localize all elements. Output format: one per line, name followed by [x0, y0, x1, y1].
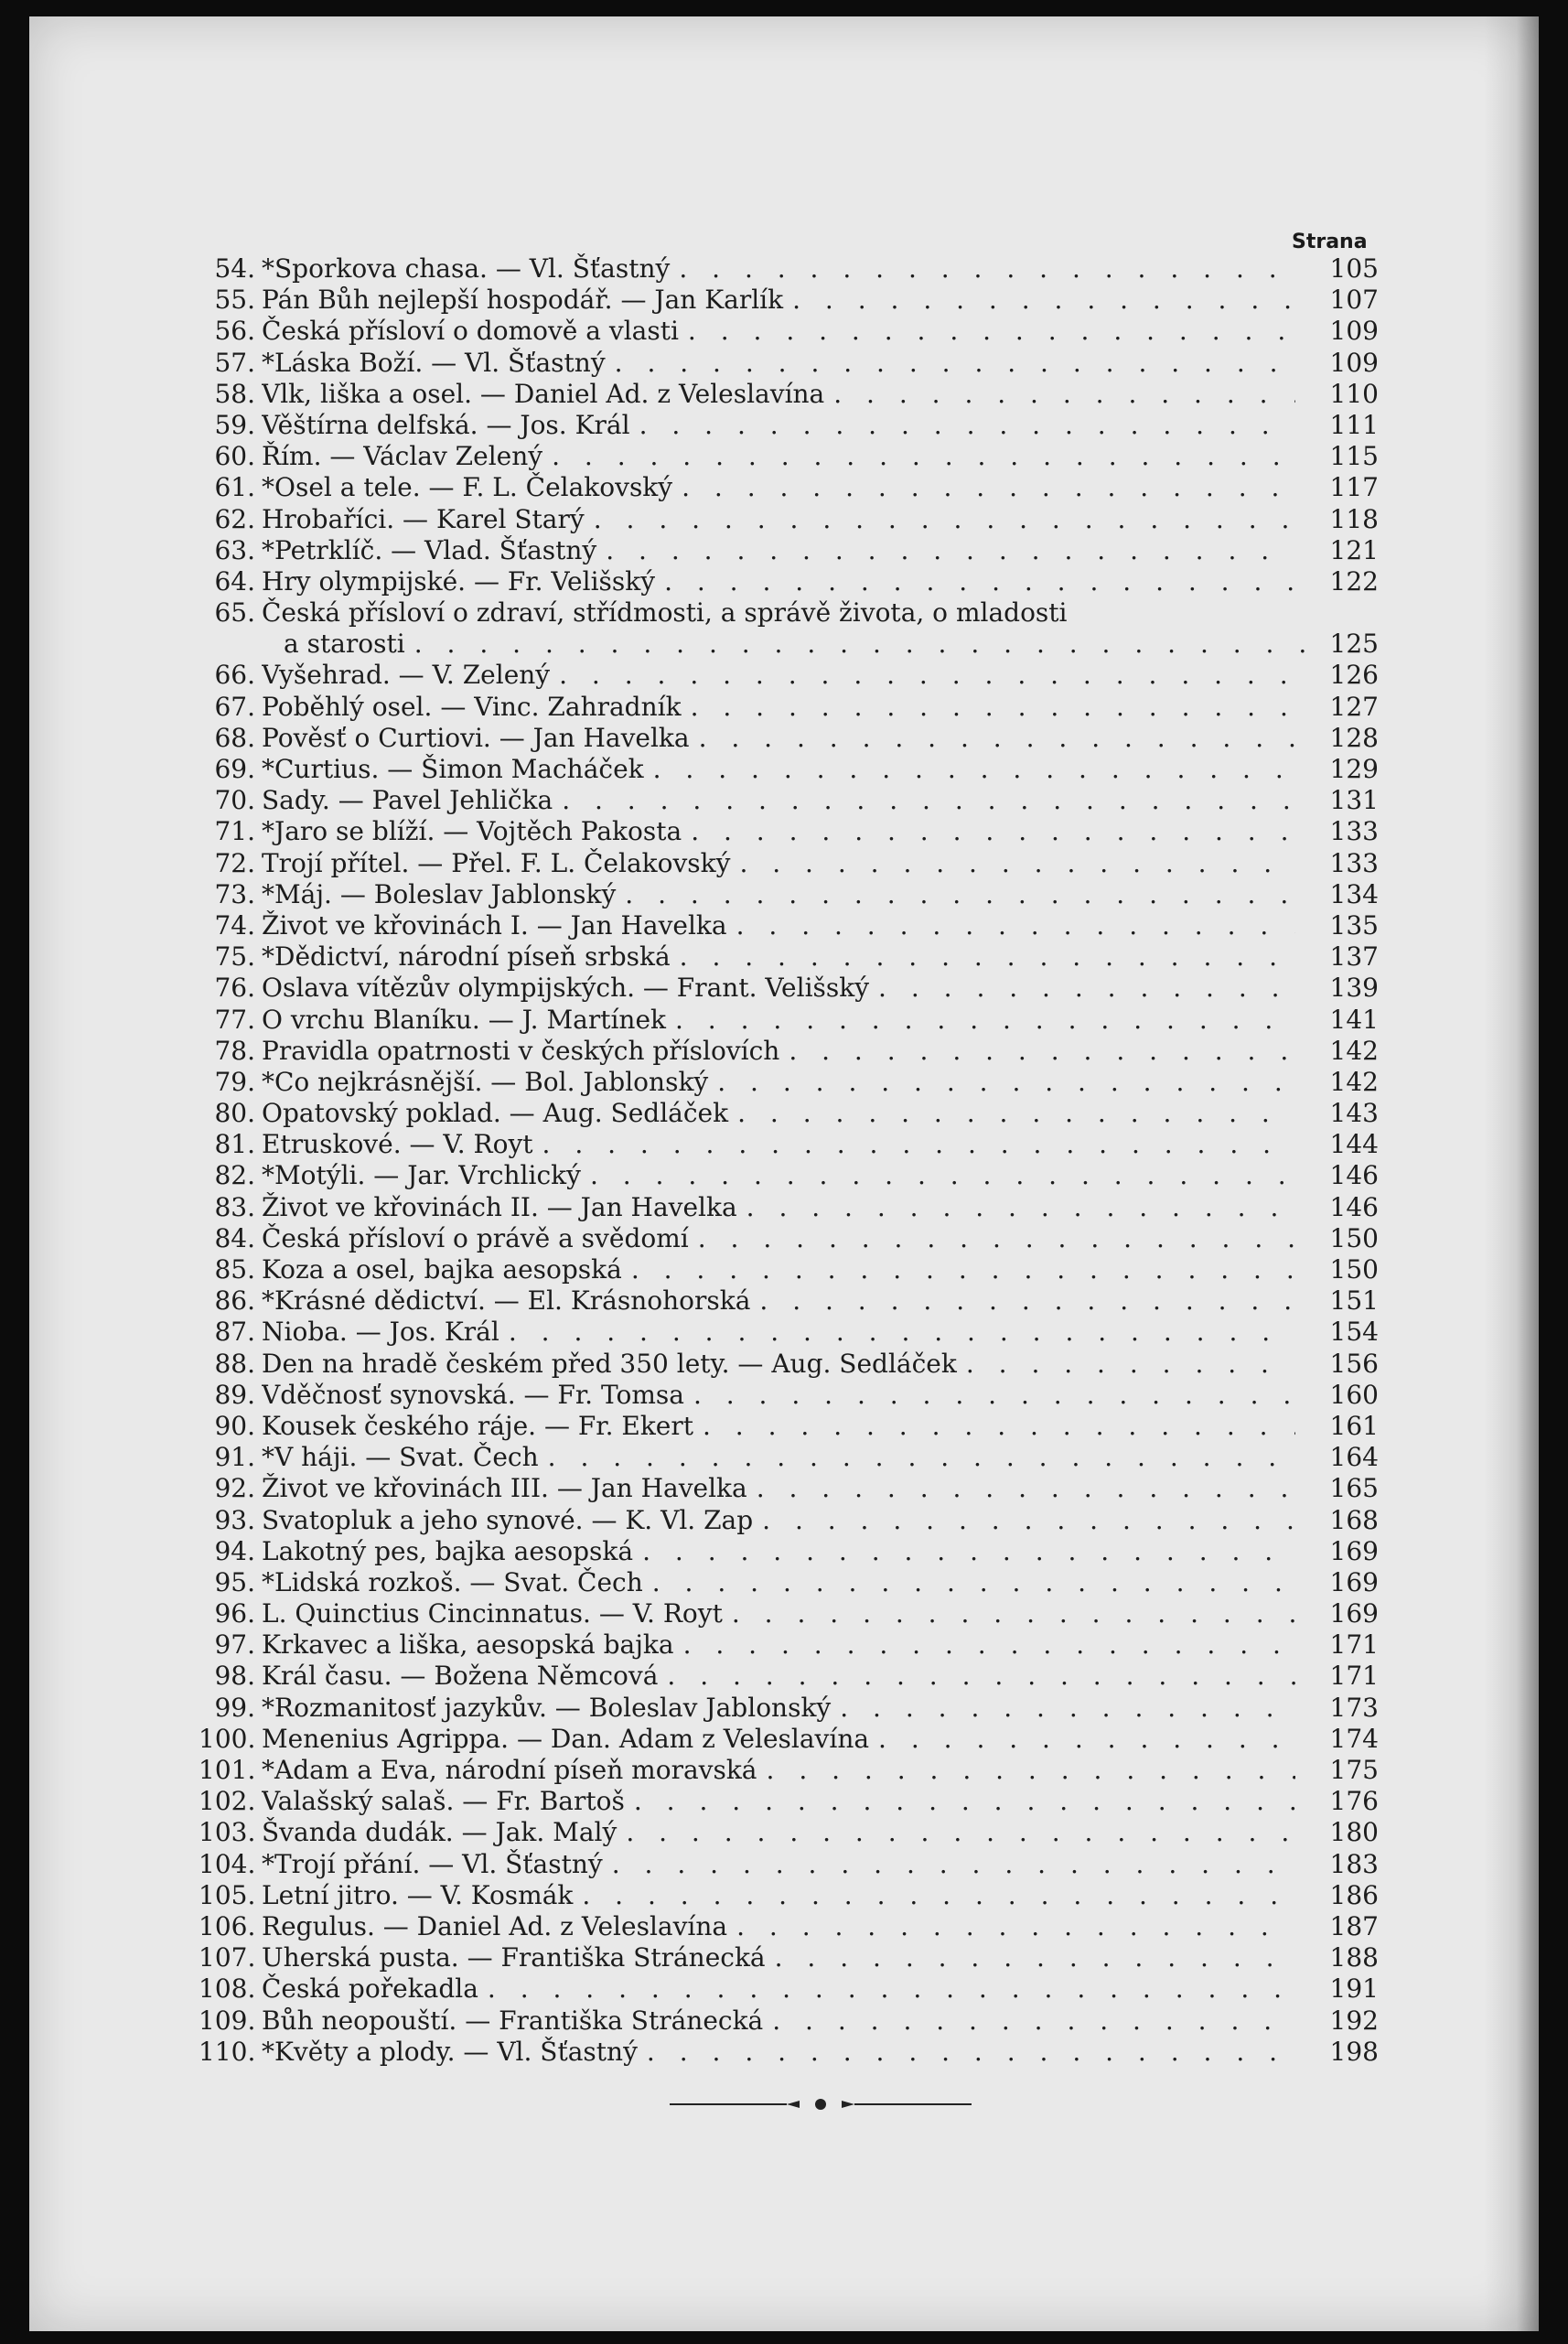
toc-entry-title-wrap — [262, 1911, 1295, 1942]
toc-entry-number: 110. — [199, 2036, 256, 2067]
toc-entry-title-wrap — [262, 785, 1295, 816]
toc-entry-title-wrap — [262, 1005, 1295, 1036]
toc-entry-number: 72. — [214, 847, 255, 878]
toc-entry-page: 174 — [1329, 1723, 1379, 1754]
toc-entry-title-wrap — [262, 1973, 1295, 2005]
toc-entry — [29, 1442, 1539, 1473]
toc-entry-title-wrap — [262, 472, 1295, 503]
toc-entry-title: *Motýli. — Jar. Vrchlický — [262, 1160, 590, 1190]
toc-entry-title-wrap — [262, 597, 1323, 629]
toc-entry-title-wrap — [262, 535, 1295, 566]
toc-entry-title: *Květy a plody. — Vl. Šťastný — [262, 2037, 647, 2067]
toc-entry-page: 109 — [1329, 347, 1379, 378]
toc-entry-title-wrap — [262, 1724, 1295, 1755]
toc-entry-title-wrap — [262, 1192, 1295, 1223]
toc-entry — [29, 1973, 1539, 2005]
toc-entry-number: 106. — [199, 1910, 256, 1941]
toc-entry-title: Opatovský poklad. — Aug. Sedláček — [262, 1098, 737, 1128]
toc-entry-number: 83. — [214, 1191, 255, 1222]
toc-entry — [29, 316, 1539, 347]
toc-entry-number: 71. — [214, 816, 255, 847]
toc-entry-number: 93. — [214, 1504, 255, 1535]
toc-entry-title-wrap — [262, 1629, 1295, 1661]
toc-entry-title-wrap — [262, 973, 1295, 1004]
toc-entry-number: 62. — [214, 503, 255, 534]
toc-entry-title: Sady. — Pavel Jehlička — [262, 785, 562, 815]
toc-entry — [29, 1536, 1539, 1567]
toc-entry-title: Uherská pusta. — Františka Stránecká — [262, 1942, 775, 1973]
book-page — [29, 16, 1539, 2331]
table-of-contents — [29, 253, 1539, 2068]
toc-entry-page: 154 — [1329, 1317, 1379, 1348]
toc-entry-number: 80. — [214, 1098, 255, 1129]
toc-entry — [29, 1223, 1539, 1254]
toc-entry-title-wrap — [262, 1036, 1295, 1067]
toc-entry-number: 69. — [214, 754, 255, 784]
toc-entry-page: 107 — [1329, 285, 1379, 316]
toc-entry-title: Život ve křovinách II. — Jan Havelka — [262, 1192, 746, 1222]
toc-entry-number: 70. — [214, 785, 255, 816]
toc-entry — [29, 253, 1539, 285]
toc-entry-number: 96. — [214, 1598, 255, 1629]
toc-entry-number: 74. — [214, 909, 255, 941]
toc-entry-title: *Adam a Eva, národní píseň moravská — [262, 1755, 767, 1785]
toc-entry-title: *Co nejkrásnější. — Bol. Jablonský — [262, 1067, 717, 1097]
toc-entry-page: 192 — [1329, 2005, 1379, 2036]
toc-entry-number: 76. — [214, 973, 255, 1004]
toc-entry-page: 186 — [1329, 1879, 1379, 1910]
toc-entry-number: 98. — [214, 1661, 255, 1692]
toc-entry-title: Etruskové. — V. Royt — [262, 1129, 542, 1159]
toc-entry — [29, 1473, 1539, 1504]
toc-entry-title: Česká přísloví o právě a svědomí — [262, 1223, 698, 1253]
toc-entry-number: 73. — [214, 878, 255, 909]
toc-entry-title-wrap — [262, 1567, 1295, 1598]
toc-entry-page: 183 — [1329, 1848, 1379, 1879]
toc-entry — [29, 1693, 1539, 1724]
toc-entry-number: 82. — [214, 1160, 255, 1191]
toc-entry-title: *Jaro se blíží. — Vojtěch Pakosta — [262, 816, 691, 846]
toc-entry-page: 118 — [1329, 503, 1379, 534]
toc-entry-page: 188 — [1329, 1942, 1379, 1973]
toc-entry-title-wrap — [262, 723, 1295, 754]
toc-entry-number: 57. — [214, 347, 255, 378]
toc-entry-number: 81. — [214, 1129, 255, 1160]
toc-entry — [29, 2005, 1539, 2037]
toc-entry-page: 144 — [1329, 1129, 1379, 1160]
toc-entry-title: Nioba. — Jos. Král — [262, 1317, 509, 1347]
toc-entry — [29, 973, 1539, 1004]
toc-entry — [29, 910, 1539, 941]
toc-entry-title-wrap — [262, 504, 1295, 535]
toc-entry-title: Život ve křovinách III. — Jan Havelka — [262, 1473, 757, 1503]
toc-entry-page: 142 — [1329, 1066, 1379, 1097]
toc-entry — [29, 1880, 1539, 1911]
toc-entry-page: 180 — [1329, 1817, 1379, 1848]
toc-entry-page: 133 — [1329, 847, 1379, 878]
toc-entry-title: *Rozmanitosť jazykův. — Boleslav Jablonský — [262, 1693, 840, 1723]
toc-entry-title: Věštírna delfská. — Jos. Král — [262, 410, 639, 440]
toc-entry-title-wrap — [262, 1098, 1295, 1129]
toc-entry-number: 95. — [214, 1566, 255, 1597]
toc-entry-number: 79. — [214, 1066, 255, 1097]
toc-entry — [29, 1349, 1539, 1380]
toc-entry-title: *V háji. — Svat. Čech — [262, 1442, 548, 1472]
toc-entry — [29, 1192, 1539, 1223]
toc-entry — [29, 597, 1539, 629]
toc-entry — [29, 1661, 1539, 1692]
toc-entry-number: 55. — [214, 285, 255, 316]
toc-entry-title: Poběhlý osel. — Vinc. Zahradník — [262, 692, 691, 722]
toc-entry-title: Svatopluk a jeho synové. — K. Vl. Zap — [262, 1505, 762, 1535]
toc-entry — [29, 1129, 1539, 1160]
toc-entry-number: 105. — [199, 1879, 256, 1910]
toc-entry — [29, 1411, 1539, 1442]
toc-entry-title-wrap — [262, 1849, 1295, 1880]
toc-entry — [29, 754, 1539, 785]
toc-entry-number: 63. — [214, 534, 255, 565]
toc-entry-page: 117 — [1329, 472, 1379, 503]
toc-entry-number: 103. — [199, 1817, 256, 1848]
toc-entry — [29, 379, 1539, 410]
toc-entry-title-wrap — [262, 879, 1295, 910]
toc-entry-title-wrap — [262, 410, 1295, 441]
toc-entry — [29, 1629, 1539, 1661]
toc-entry-page: 150 — [1329, 1222, 1379, 1253]
toc-entry-title-wrap — [262, 1254, 1295, 1285]
toc-entry-title-wrap — [262, 1598, 1295, 1629]
toc-entry-page: 131 — [1329, 785, 1379, 816]
toc-entry — [29, 1285, 1539, 1317]
toc-entry-title: Vyšehrad. — V. Zelený — [262, 660, 559, 690]
toc-entry-number: 94. — [214, 1535, 255, 1566]
toc-entry-title-wrap — [262, 1755, 1295, 1786]
toc-entry-page: 171 — [1329, 1629, 1379, 1661]
toc-entry — [29, 879, 1539, 910]
toc-entry-title: Švanda dudák. — Jak. Malý — [262, 1817, 626, 1847]
toc-entry-title-wrap — [262, 1317, 1295, 1348]
toc-entry-page: 115 — [1329, 441, 1379, 472]
toc-entry — [29, 629, 1539, 660]
toc-entry-title: *Trojí přání. — Vl. Šťastný — [262, 1849, 612, 1879]
toc-entry-title: Lakotný pes, bajka aesopská — [262, 1536, 642, 1566]
toc-entry-number: 65. — [214, 597, 255, 629]
toc-entry-page: 142 — [1329, 1035, 1379, 1066]
toc-entry-title-wrap — [262, 1693, 1295, 1724]
toc-entry-page: 133 — [1329, 816, 1379, 847]
toc-entry-page: 150 — [1329, 1254, 1379, 1285]
toc-entry-title-wrap — [262, 1786, 1295, 1817]
toc-entry-title: Koza a osel, bajka aesopská — [262, 1254, 631, 1285]
toc-entry — [29, 285, 1539, 316]
toc-entry-number: 78. — [214, 1035, 255, 1066]
toc-entry-page: 105 — [1329, 253, 1379, 284]
toc-entry-page: 187 — [1329, 1910, 1379, 1941]
toc-entry-page: 125 — [1329, 629, 1379, 660]
toc-entry-title: Oslava vítězův olympijských. — Frant. Velišský — [262, 973, 878, 1003]
toc-entry — [29, 410, 1539, 441]
toc-entry-title-wrap — [262, 692, 1295, 723]
toc-entry-title-wrap — [262, 441, 1295, 472]
toc-entry-title: *Sporkova chasa. — Vl. Šťastný — [262, 253, 679, 284]
toc-entry-page: 111 — [1329, 409, 1379, 440]
toc-entry-number: 67. — [214, 691, 255, 722]
toc-entry-number: 91. — [214, 1442, 255, 1473]
toc-entry-number: 60. — [214, 441, 255, 472]
toc-entry-number: 97. — [214, 1629, 255, 1661]
toc-entry-number: 59. — [214, 409, 255, 440]
toc-entry-number: 77. — [214, 1004, 255, 1035]
toc-entry-title: Regulus. — Daniel Ad. z Veleslavína — [262, 1911, 736, 1941]
toc-entry — [29, 1755, 1539, 1786]
toc-entry-title-wrap — [262, 660, 1295, 691]
toc-entry-page: 137 — [1329, 941, 1379, 973]
toc-entry — [29, 1598, 1539, 1629]
toc-entry-title: Život ve křovinách I. — Jan Havelka — [262, 910, 736, 941]
toc-entry — [29, 1849, 1539, 1880]
toc-entry-title-wrap — [262, 848, 1295, 879]
toc-entry — [29, 1786, 1539, 1817]
toc-entry — [29, 1380, 1539, 1411]
toc-entry-number: 85. — [214, 1254, 255, 1285]
toc-entry-page: 139 — [1329, 973, 1379, 1004]
toc-entry — [29, 1505, 1539, 1536]
toc-entry-page: 164 — [1329, 1442, 1379, 1473]
toc-entry-title-wrap — [284, 629, 1317, 660]
toc-entry-title: *Lidská rozkoš. — Svat. Čech — [262, 1567, 652, 1597]
ornament-divider-icon — [670, 2097, 972, 2112]
toc-entry-title: Vděčnosť synovská. — Fr. Tomsa — [262, 1380, 693, 1410]
toc-entry-page: 143 — [1329, 1098, 1379, 1129]
toc-entry-number: 99. — [214, 1692, 255, 1723]
toc-entry-page: 160 — [1329, 1379, 1379, 1410]
toc-entry-number: 68. — [214, 722, 255, 753]
toc-entry-title: *Petrklíč. — Vlad. Šťastný — [262, 535, 606, 565]
toc-entry-title-wrap — [262, 566, 1295, 597]
toc-entry — [29, 1254, 1539, 1285]
toc-entry-number: 92. — [214, 1473, 255, 1504]
toc-entry-number: 108. — [199, 1973, 256, 2005]
toc-entry-title: *Láska Boží. — Vl. Šťastný — [262, 348, 615, 378]
toc-entry-title: Menenius Agrippa. — Dan. Adam z Veleslavína — [262, 1724, 878, 1754]
toc-entry-title-wrap — [262, 1160, 1295, 1191]
toc-entry-number: 109. — [199, 2005, 256, 2036]
toc-entry-title: Vlk, liška a osel. — Daniel Ad. z Veleslavína — [262, 379, 833, 409]
toc-entry-page: 169 — [1329, 1535, 1379, 1566]
toc-entry-page: 146 — [1329, 1160, 1379, 1191]
toc-entry-number: 86. — [214, 1285, 255, 1317]
toc-entry-page: 161 — [1329, 1410, 1379, 1441]
toc-entry-title-wrap — [262, 2005, 1295, 2037]
toc-entry-page: 175 — [1329, 1755, 1379, 1785]
toc-entry-title-wrap — [262, 754, 1295, 785]
toc-entry — [29, 941, 1539, 973]
toc-entry-title: Letní jitro. — V. Kosmák — [262, 1880, 582, 1910]
toc-entry-title-wrap — [262, 1285, 1295, 1317]
toc-entry-title-wrap — [262, 2037, 1295, 2068]
toc-entry-title-wrap — [262, 285, 1295, 316]
toc-entry-page: 171 — [1329, 1661, 1379, 1692]
toc-entry-number: 102. — [199, 1786, 256, 1817]
toc-entry-page: 198 — [1329, 2036, 1379, 2067]
toc-entry — [29, 504, 1539, 535]
toc-entry-title: Valašský salaš. — Fr. Bartoš — [262, 1786, 634, 1816]
page-column-label: Strana — [1292, 231, 1368, 253]
toc-entry-number: 61. — [214, 472, 255, 503]
toc-entry-title: Pán Bůh nejlepší hospodář. — Jan Karlík — [262, 285, 792, 315]
toc-entry-page: 165 — [1329, 1473, 1379, 1504]
toc-entry-title-wrap — [262, 1067, 1295, 1098]
toc-entry — [29, 1567, 1539, 1598]
toc-entry-page: 122 — [1329, 565, 1379, 597]
toc-entry-page: 173 — [1329, 1692, 1379, 1723]
toc-entry-title-wrap — [262, 1442, 1295, 1473]
toc-entry-title-wrap — [262, 910, 1295, 941]
toc-entry-page: 156 — [1329, 1348, 1379, 1379]
toc-entry-page: 168 — [1329, 1504, 1379, 1535]
toc-entry-number: 101. — [199, 1755, 256, 1785]
toc-entry — [29, 1317, 1539, 1348]
toc-entry-page: 121 — [1329, 534, 1379, 565]
toc-entry-title-wrap — [262, 1505, 1295, 1536]
toc-entry-title: Pravidla opatrnosti v českých příslovích — [262, 1036, 789, 1066]
toc-entry — [29, 1005, 1539, 1036]
toc-entry-title-wrap — [262, 1473, 1295, 1504]
toc-entry — [29, 1911, 1539, 1942]
toc-entry-page: 151 — [1329, 1285, 1379, 1317]
toc-entry — [29, 1160, 1539, 1191]
toc-entry-title-wrap — [262, 816, 1295, 847]
toc-entry — [29, 1098, 1539, 1129]
toc-entry-page: 191 — [1329, 1973, 1379, 2005]
toc-entry-page: 146 — [1329, 1191, 1379, 1222]
toc-entry-title: Pověsť o Curtiovi. — Jan Havelka — [262, 723, 699, 753]
toc-entry — [29, 785, 1539, 816]
toc-entry-page: 109 — [1329, 316, 1379, 347]
toc-entry-number: 75. — [214, 941, 255, 973]
toc-entry-number: 54. — [214, 253, 255, 284]
toc-entry — [29, 441, 1539, 472]
toc-entry-title-wrap — [262, 1223, 1295, 1254]
toc-entry-number: 89. — [214, 1379, 255, 1410]
toc-entry-title-wrap — [262, 1129, 1295, 1160]
toc-entry-title: Bůh neopouští. — Františka Stránecká — [262, 2005, 772, 2036]
toc-entry-number: 64. — [214, 565, 255, 597]
toc-entry-title-wrap — [262, 1817, 1295, 1848]
toc-entry-title-wrap — [262, 1661, 1295, 1692]
toc-entry-title: Česká přísloví o zdraví, střídmosti, a správě života, o mladosti — [262, 597, 1077, 628]
toc-entry-title: Česká přísloví o domově a vlasti — [262, 316, 688, 346]
toc-entry-page: 134 — [1329, 878, 1379, 909]
toc-entry — [29, 535, 1539, 566]
toc-entry-title: Hrobaříci. — Karel Starý — [262, 504, 594, 534]
toc-entry — [29, 1942, 1539, 1973]
toc-entry-title: L. Quinctius Cincinnatus. — V. Royt — [262, 1598, 732, 1629]
toc-entry-title-wrap — [262, 1880, 1295, 1911]
toc-entry-title: Kousek českého ráje. — Fr. Ekert — [262, 1411, 703, 1441]
toc-entry — [29, 348, 1539, 379]
toc-entry-title: Den na hradě českém před 350 lety. — Aug. Sedláček — [262, 1349, 966, 1379]
toc-entry-title-wrap — [262, 1411, 1295, 1442]
toc-entry-title-wrap — [262, 253, 1295, 285]
toc-entry-number: 84. — [214, 1222, 255, 1253]
toc-entry-page: 141 — [1329, 1004, 1379, 1035]
toc-entry-title: *Máj. — Boleslav Jablonský — [262, 879, 625, 909]
toc-entry — [29, 660, 1539, 691]
toc-entry-page: 126 — [1329, 660, 1379, 691]
toc-entry-page: 128 — [1329, 722, 1379, 753]
toc-entry-title: Trojí přítel. — Přel. F. L. Čelakovský — [262, 848, 739, 878]
toc-entry-page: 129 — [1329, 754, 1379, 784]
toc-entry-page: 110 — [1329, 378, 1379, 409]
toc-entry-page: 135 — [1329, 909, 1379, 941]
toc-entry-title: Hry olympijské. — Fr. Velišský — [262, 566, 664, 597]
toc-entry — [29, 723, 1539, 754]
toc-entry — [29, 848, 1539, 879]
toc-entry-title: O vrchu Blaníku. — J. Martínek — [262, 1005, 675, 1035]
toc-entry-title: *Osel a tele. — F. L. Čelakovský — [262, 472, 682, 502]
toc-entry-title: Král času. — Božena Němcová — [262, 1661, 667, 1691]
toc-entry-title-wrap — [262, 316, 1295, 347]
toc-entry-number: 107. — [199, 1942, 256, 1973]
toc-entry-title: Česká pořekadla — [262, 1973, 488, 2004]
toc-entry — [29, 816, 1539, 847]
toc-entry-title-wrap — [262, 1942, 1295, 1973]
toc-entry-title-wrap — [262, 941, 1295, 973]
toc-entry-title-wrap — [262, 1380, 1295, 1411]
toc-entry-title: *Curtius. — Šimon Macháček — [262, 754, 653, 784]
toc-entry-title: *Dědictví, národní píseň srbská — [262, 941, 680, 972]
toc-entry-title-wrap — [262, 1536, 1295, 1567]
toc-entry-page: 169 — [1329, 1598, 1379, 1629]
toc-entry-number: 58. — [214, 378, 255, 409]
toc-entry-number: 66. — [214, 660, 255, 691]
toc-entry-title: Krkavec a liška, aesopská bajka — [262, 1629, 683, 1660]
toc-entry-number: 56. — [214, 316, 255, 347]
toc-entry — [29, 2037, 1539, 2068]
toc-entry-number: 90. — [214, 1410, 255, 1441]
toc-entry — [29, 1036, 1539, 1067]
toc-entry-title-wrap — [262, 348, 1295, 379]
toc-entry — [29, 566, 1539, 597]
toc-entry-title-wrap — [262, 379, 1295, 410]
toc-entry — [29, 1817, 1539, 1848]
toc-entry — [29, 1067, 1539, 1098]
toc-entry-number: 88. — [214, 1348, 255, 1379]
toc-entry-number: 87. — [214, 1317, 255, 1348]
toc-entry-title: Řím. — Václav Zelený — [262, 441, 552, 471]
toc-entry-number: 100. — [199, 1723, 256, 1754]
toc-entry — [29, 692, 1539, 723]
toc-entry-title: *Krásné dědictví. — El. Krásnohorská — [262, 1285, 759, 1316]
toc-entry-title-wrap — [262, 1349, 1295, 1380]
toc-entry-title: a starosti — [284, 629, 414, 659]
toc-entry-page: 127 — [1329, 691, 1379, 722]
toc-entry-number: 104. — [199, 1848, 256, 1879]
toc-entry-page: 176 — [1329, 1786, 1379, 1817]
toc-entry — [29, 1724, 1539, 1755]
toc-entry-page: 169 — [1329, 1566, 1379, 1597]
toc-entry — [29, 472, 1539, 503]
